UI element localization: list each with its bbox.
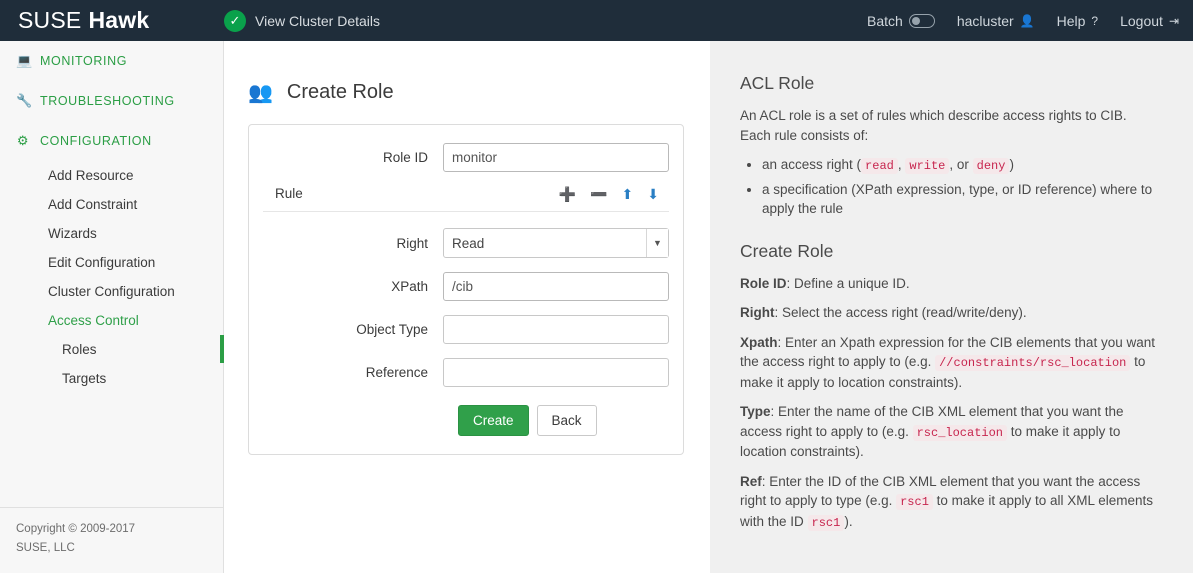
create-role-form — [248, 124, 684, 455]
help-ref-term: Ref — [740, 473, 762, 489]
help-create-title: Create Role — [740, 240, 834, 261]
wrench-icon: 🔧 — [16, 93, 33, 108]
page-title — [248, 81, 710, 104]
help-label: Help — [1056, 12, 1086, 29]
main-content — [224, 41, 710, 573]
right-label: Right — [396, 235, 428, 251]
role-id-input[interactable] — [443, 143, 669, 172]
sign-out-icon: ⇥ — [1168, 13, 1179, 28]
rule-action-buttons — [559, 187, 669, 201]
page-title-text: Create Role — [286, 81, 394, 103]
sidebar-item-add-resource[interactable]: Add Resource — [48, 168, 134, 183]
batch-toggle[interactable] — [867, 13, 935, 29]
chevron-down-icon: ▼ — [646, 229, 668, 257]
help-type — [740, 402, 1159, 462]
help-xpath-term: Xpath — [740, 334, 778, 350]
help-ref — [740, 472, 1159, 532]
footer-copyright: Copyright © 2009-2017 — [16, 523, 136, 536]
sidebar-item-edit-configuration[interactable]: Edit Configuration — [48, 255, 156, 270]
question-icon: ? — [1091, 13, 1099, 28]
sidebar-section-configuration[interactable] — [0, 121, 223, 161]
help-type-code: rsc_location — [913, 425, 1007, 441]
bullet1-pre: an access right ( — [762, 157, 862, 173]
sidebar — [0, 41, 224, 573]
top-navigation-right — [867, 13, 1193, 29]
sidebar-section-monitoring-label: MONITORING — [40, 54, 128, 68]
sidebar-item-roles[interactable]: Roles — [0, 335, 223, 364]
help-ref-desc-post: ). — [844, 513, 853, 529]
xpath-label: XPath — [391, 279, 428, 294]
sidebar-section-troubleshooting[interactable] — [0, 81, 223, 121]
bullet1-code-deny: deny — [973, 158, 1010, 174]
sidebar-item-access-control[interactable]: Access Control — [48, 313, 139, 328]
rule-label: Rule — [275, 186, 303, 201]
help-panel — [710, 41, 1193, 573]
bullet1-mid2: , or — [949, 157, 973, 173]
object-type-row — [263, 315, 669, 344]
help-ref-desc-mid: to make it apply to all XML elements with the ID — [740, 493, 1154, 529]
users-icon: 👥 — [248, 81, 273, 104]
footer-company: SUSE, LLC — [16, 541, 75, 554]
check-circle-icon: ✓ — [224, 10, 246, 32]
help-right-desc: : Select the access right (read/write/deny). — [774, 305, 1027, 321]
help-right — [740, 303, 1159, 323]
form-buttons — [263, 405, 669, 436]
help-xpath-desc-pre: : Enter an Xpath expression for the CIB elements that you want the access right to apply to (e.g. — [740, 334, 1155, 370]
sidebar-section-troubleshooting-label: TROUBLESHOOTING — [40, 94, 175, 108]
sidebar-footer — [0, 507, 223, 573]
cluster-status-link[interactable] — [224, 10, 380, 32]
plus-icon[interactable]: ➕ — [558, 185, 577, 202]
help-ref-code-2: rsc1 — [808, 515, 845, 531]
help-role-id — [740, 274, 1159, 294]
help-acl-bullet-2: • a specification (XPath expression, type, or ID reference) where to apply the rule — [762, 180, 1159, 219]
role-id-row — [263, 143, 669, 172]
help-xpath-desc-post: to make it apply to location constraints). — [740, 354, 1146, 390]
brand-logo[interactable] — [0, 0, 224, 41]
help-type-desc-post: to make it apply to location constraints). — [740, 423, 1121, 460]
toggle-off-icon[interactable] — [909, 14, 935, 28]
sidebar-section-monitoring[interactable] — [0, 41, 223, 81]
monitor-icon: 💻 — [16, 53, 33, 68]
help-right-term: Right — [740, 305, 775, 321]
batch-label: Batch — [867, 12, 903, 29]
help-ref-desc-pre: : Enter the ID of the CIB XML element that you want the access right to apply to type (e.g. — [740, 473, 1141, 509]
user-label: hacluster — [956, 12, 1014, 29]
logout-button[interactable] — [1120, 13, 1179, 29]
bullet1-code-write: write — [905, 158, 949, 174]
sidebar-item-wizards[interactable]: Wizards — [48, 226, 97, 241]
object-type-input[interactable] — [443, 315, 669, 344]
sidebar-item-add-constraint[interactable]: Add Constraint — [48, 197, 138, 212]
role-id-label: Role ID — [382, 150, 428, 165]
bullet1-post: ) — [1009, 157, 1014, 173]
help-acl-bullet-1 — [762, 155, 1159, 175]
help-role-id-desc: : Define a unique ID. — [786, 275, 910, 291]
object-type-label: Object Type — [356, 322, 428, 337]
arrow-up-icon[interactable]: ⬆ — [621, 185, 634, 202]
help-type-term: Type — [740, 404, 771, 420]
help-menu[interactable] — [1057, 13, 1098, 29]
back-button[interactable]: Back — [537, 405, 597, 436]
cluster-status-label: View Cluster Details — [255, 12, 381, 29]
right-row — [263, 228, 669, 258]
reference-input[interactable] — [443, 358, 669, 387]
xpath-input[interactable] — [443, 272, 669, 301]
user-menu[interactable] — [957, 13, 1035, 29]
help-type-desc-pre: : Enter the name of the CIB XML element that you want the access right to apply to (e.g. — [740, 404, 1124, 439]
top-navigation-bar — [0, 0, 1193, 41]
gear-icon: ⚙ — [16, 133, 30, 148]
xpath-row — [263, 272, 669, 301]
reference-label: Reference — [365, 365, 428, 380]
reference-row — [263, 358, 669, 387]
bullet1-code-read: read — [861, 158, 898, 174]
help-ref-code-1: rsc1 — [896, 494, 933, 510]
help-xpath — [740, 333, 1159, 393]
brand-hawk: Hawk — [88, 7, 150, 33]
minus-icon[interactable]: ➖ — [590, 185, 608, 202]
help-acl-title: ACL Role — [740, 73, 815, 93]
bullet1-mid1: , — [897, 157, 906, 173]
help-acl-list — [740, 155, 1159, 219]
brand-suse: SUSE — [18, 7, 82, 33]
help-acl-intro: An ACL role is a set of rules which describe access rights to CIB. Each rule consists of: — [740, 108, 1127, 143]
help-role-id-term: Role ID — [740, 275, 787, 291]
sidebar-item-cluster-configuration[interactable]: Cluster Configuration — [48, 284, 175, 299]
arrow-down-icon[interactable]: ⬇ — [647, 185, 659, 202]
right-select[interactable] — [443, 228, 669, 258]
logout-label: Logout — [1120, 12, 1163, 29]
create-button[interactable]: Create — [458, 405, 529, 436]
sidebar-section-configuration-label: CONFIGURATION — [40, 134, 152, 148]
user-icon: 👤 — [1019, 13, 1035, 28]
help-xpath-code: //constraints/rsc_location — [935, 355, 1130, 371]
sidebar-item-targets[interactable]: Targets — [62, 371, 107, 386]
rule-header-row — [263, 186, 669, 212]
